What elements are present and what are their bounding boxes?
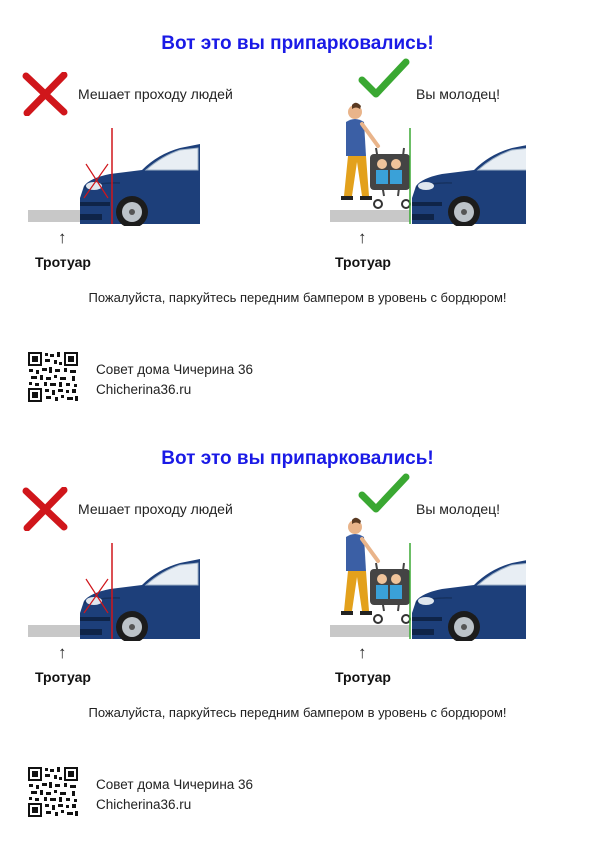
parking-notice: Пожалуйста, паркуйтесь передним бампером в уровень с бордюром!: [88, 290, 507, 305]
flyer-title: Вот это вы припарковались!: [161, 448, 434, 469]
sidewalk-curb: [330, 210, 410, 222]
organization-name: Совет дома Чичерина 36: [96, 362, 254, 377]
bad-parking-illustration: [28, 128, 200, 226]
good-parking-label: Вы молодец!: [416, 501, 501, 517]
website-link[interactable]: Chicherina36.ru: [96, 382, 192, 397]
good-parking-label: Вы молодец!: [416, 86, 501, 102]
good-parking-illustration: [326, 100, 526, 226]
parking-notice: Пожалуйста, паркуйтесь передним бампером в уровень с бордюром!: [88, 705, 507, 720]
red-cross-icon: [22, 487, 68, 531]
flyer-title: Вот это вы припарковались!: [161, 33, 434, 54]
bad-parking-illustration: [28, 543, 200, 641]
qr-code-icon: [28, 767, 78, 817]
green-check-icon: [358, 56, 410, 100]
organization-info: [96, 775, 253, 815]
good-parking-illustration: [326, 515, 526, 641]
arrow-up-icon: ↑: [58, 228, 67, 247]
organization-info: [96, 360, 253, 400]
qr-code-icon: [28, 352, 78, 402]
sidewalk-label: Тротуар: [35, 254, 91, 270]
website-link[interactable]: Chicherina36.ru: [96, 797, 192, 812]
sidewalk-label: Тротуар: [335, 669, 391, 685]
sidewalk-curb: [330, 625, 410, 637]
red-cross-icon: [22, 72, 68, 116]
organization-name: Совет дома Чичерина 36: [96, 777, 254, 792]
arrow-up-icon: ↑: [358, 228, 367, 247]
green-check-icon: [358, 471, 410, 515]
sidewalk-label: Тротуар: [35, 669, 91, 685]
bad-parking-label: Мешает проходу людей: [78, 501, 233, 517]
sidewalk-label: Тротуар: [335, 254, 391, 270]
arrow-up-icon: ↑: [358, 643, 367, 662]
flyer: [0, 0, 595, 415]
arrow-up-icon: ↑: [58, 643, 67, 662]
bad-parking-label: Мешает проходу людей: [78, 86, 233, 102]
flyer: [0, 415, 595, 830]
